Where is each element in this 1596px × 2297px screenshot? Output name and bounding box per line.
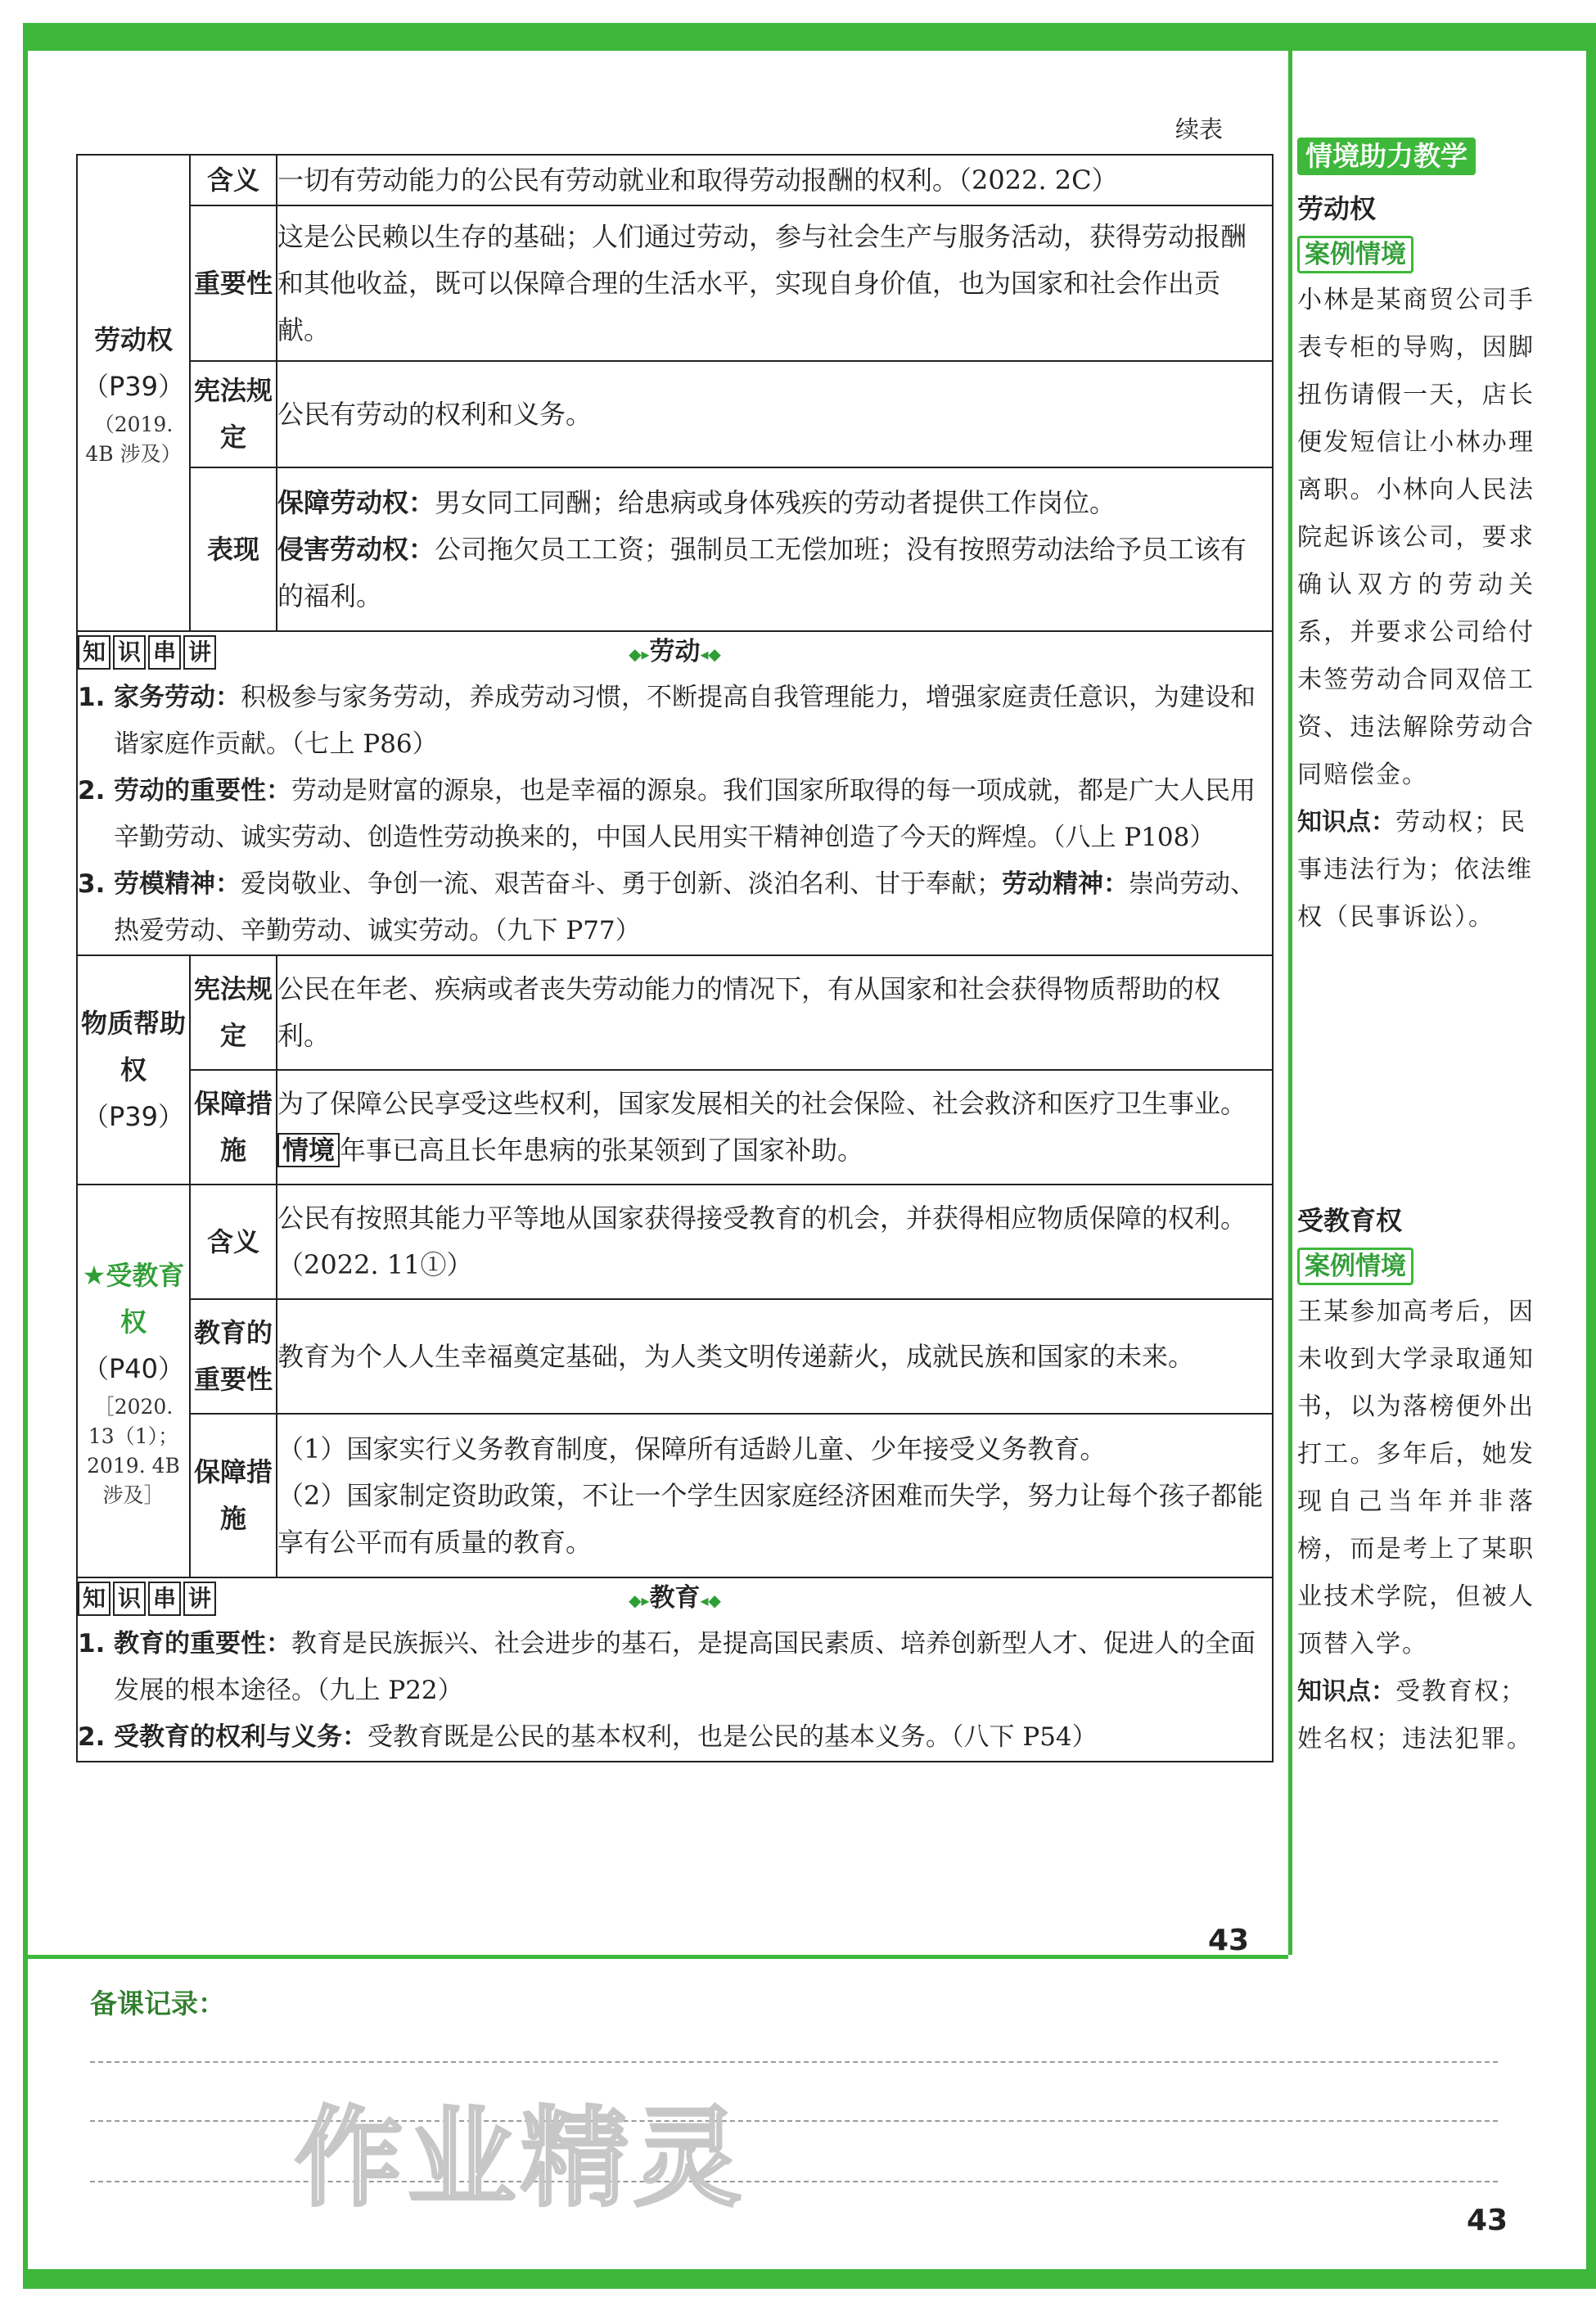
kp-text: 受教育权；姓名权；违法犯罪。 <box>1297 1677 1533 1753</box>
case-tag-education: 案例情境 <box>1297 1248 1413 1285</box>
item-text: 受教育既是公民的基本权利，也是公民的基本义务。（八下 P54） <box>367 1722 1098 1752</box>
star-icon: ★ <box>82 1259 106 1291</box>
labor-importance-row <box>77 205 1273 361</box>
scenario-tag: 情境 <box>277 1133 340 1167</box>
knowledge-section-labor <box>77 631 1273 955</box>
material-help-header <box>77 955 190 1185</box>
protect-labor-label: 保障劳动权： <box>277 486 435 518</box>
side-column <box>1297 138 1535 1763</box>
education-measures-text <box>277 1414 1273 1577</box>
item-label: 劳动的重要性： <box>114 776 291 806</box>
infringe-labor-text: 公司拖欠员工工资；强制员工无偿加班；没有按照劳动法给予员工该有的福利。 <box>277 533 1247 611</box>
knowledge-section-education <box>77 1577 1273 1762</box>
knowledge-tag-char: 讲 <box>183 1582 216 1616</box>
knowledge-point-education <box>1297 1668 1535 1763</box>
item-number: 1. <box>78 683 106 712</box>
labor-manifestation-label: 表现 <box>190 467 277 631</box>
case-tag-labor: 案例情境 <box>1297 236 1413 273</box>
material-constitution-label: 宪法规定 <box>190 955 277 1070</box>
education-importance-row <box>77 1299 1273 1414</box>
knowledge-item <box>78 1714 1272 1761</box>
education-measure-1: （1）国家实行义务教育制度，保障所有适龄儿童、少年接受义务教育。 <box>277 1433 1107 1464</box>
side-education-heading: 受教育权 <box>1297 1205 1403 1236</box>
diamond-icon: ◆▸ <box>629 644 650 664</box>
side-title: 情境助力教学 <box>1297 138 1476 175</box>
item-number: 2. <box>78 1722 106 1752</box>
labor-right-page: （P39） <box>82 371 185 402</box>
education-measure-2: （2）国家制定资助政策，不让一个学生因家庭经济困难而失学，努力让每个孩子都能享有公平而有质量的教育。 <box>277 1479 1264 1558</box>
knowledge-item <box>78 768 1272 861</box>
education-meaning-text: 公民有按照其能力平等地从国家获得接受教育的机会，并获得相应物质保障的权利。（2022. 11①） <box>277 1185 1273 1299</box>
page-number-outer: 43 <box>1467 2204 1508 2237</box>
protect-labor-text: 男女同工同酬；给患病或身体残疾的劳动者提供工作岗位。 <box>435 486 1116 518</box>
item-number: 2. <box>78 776 106 806</box>
notes-label: 备课记录： <box>90 1988 225 2019</box>
knowledge-labor-title: 劳动 <box>649 637 701 666</box>
knowledge-tag-char: 知 <box>78 635 110 670</box>
left-green-bar <box>23 23 28 2289</box>
material-measures-label: 保障措施 <box>190 1070 277 1185</box>
item-label-2: 劳动精神： <box>1002 869 1129 899</box>
right-green-bar <box>1586 23 1596 2289</box>
education-right-page: （P40） <box>82 1352 185 1384</box>
item-label: 家务劳动： <box>114 683 241 712</box>
item-number: 3. <box>78 869 106 899</box>
material-measures-row <box>77 1070 1273 1185</box>
continue-label: 续表 <box>1175 115 1224 143</box>
item-label: 受教育的权利与义务： <box>114 1722 367 1752</box>
knowledge-tag-char: 讲 <box>183 635 216 670</box>
knowledge-item <box>78 861 1272 954</box>
knowledge-tag-char: 串 <box>148 635 181 670</box>
labor-constitution-text: 公民有劳动的权利和义务。 <box>277 361 1273 467</box>
item-text-2: 崇尚劳动、热爱劳动、辛勤劳动、诚实劳动。（九下 P77） <box>114 869 1256 945</box>
education-meaning-label: 含义 <box>190 1185 277 1299</box>
material-constitution-row <box>77 955 1273 1070</box>
education-measures-row <box>77 1414 1273 1577</box>
material-help-page: （P39） <box>82 1100 185 1132</box>
material-measures-content: 为了保障公民享受这些权利，国家发展相关的社会保险、社会救济和医疗卫生事业。 <box>277 1088 1247 1119</box>
item-text: 劳动是财富的源泉，也是幸福的源泉。我们国家所取得的每一项成就，都是广大人民用辛勤劳动、诚实劳动、创造性劳动换来的，中国人民用实干精神创造了今天的辉煌。（八上 P108） <box>114 776 1256 852</box>
knowledge-education-cell <box>77 1577 1273 1762</box>
education-meaning-row <box>77 1185 1273 1299</box>
kp-text: 劳动权；民事违法行为；依法维权（民事诉讼）。 <box>1297 808 1533 932</box>
knowledge-item <box>78 675 1272 768</box>
notes-line <box>90 2061 1498 2063</box>
education-importance-text: 教育为个人人生幸福奠定基础，为人类文明传递薪火，成就民族和国家的未来。 <box>277 1299 1273 1414</box>
material-measures-text <box>277 1070 1273 1185</box>
knowledge-tag-char: 串 <box>148 1582 181 1616</box>
knowledge-education-title: 教育 <box>649 1583 701 1613</box>
labor-constitution-label: 宪法规定 <box>190 361 277 467</box>
page-number-inner: 43 <box>1208 1924 1250 1957</box>
case-text-education: 王某参加高考后，因未收到大学录取通知书，以为落榜便外出打工。多年后，她发现自己当年并非落榜，而是考上了某职业技术学院，但被人顶替入学。 <box>1297 1297 1535 1658</box>
labor-constitution-row <box>77 361 1273 467</box>
labor-manifestation-text <box>277 467 1273 631</box>
labor-right-label: 劳动权 <box>93 324 173 355</box>
bottom-green-bar <box>23 2269 1596 2289</box>
labor-right-header <box>77 155 190 631</box>
knowledge-tag <box>78 1582 219 1616</box>
knowledge-point-labor <box>1297 799 1535 941</box>
item-label: 教育的重要性： <box>114 1629 291 1658</box>
sidebar-divider <box>1288 51 1292 1955</box>
kp-label: 知识点： <box>1297 808 1395 837</box>
knowledge-tag-char: 识 <box>113 1582 146 1616</box>
labor-meaning-text: 一切有劳动能力的公民有劳动就业和取得劳动报酬的权利。（2022. 2C） <box>277 155 1273 205</box>
labor-right-cite: （2019. 4B 涉及） <box>85 413 182 466</box>
knowledge-item <box>78 1621 1272 1714</box>
education-right-header <box>77 1185 190 1577</box>
scenario-text: 年事已高且长年患病的张某领到了国家补助。 <box>340 1135 864 1166</box>
item-text: 爱岗敬业、争创一流、艰苦奋斗、勇于创新、淡泊名利、甘于奉献； <box>241 869 1002 899</box>
labor-importance-text: 这是公民赖以生存的基础；人们通过劳动，参与社会生产与服务活动，获得劳动报酬和其他收益，既可以保障合理的生活水平，实现自身价值，也为国家和社会作出贡献。 <box>277 205 1273 361</box>
case-text-labor: 小林是某商贸公司手表专柜的导购，因脚扭伤请假一天，店长便发短信让小林办理离职。小林向人民法院起诉该公司，要求确认双方的劳动关系，并要求公司给付未签劳动合同双倍工资、违法解除劳动合同赔偿金。 <box>1297 286 1535 789</box>
item-text: 积极参与家务劳动，养成劳动习惯，不断提高自我管理能力，增强家庭责任意识，为建设和谐家庭作贡献。（七上 P86） <box>114 683 1256 759</box>
side-labor-heading: 劳动权 <box>1297 193 1377 224</box>
education-importance-label: 教育的重要性 <box>190 1299 277 1414</box>
material-help-label: 物质帮助权 <box>80 1007 186 1085</box>
item-number: 1. <box>78 1629 106 1658</box>
notes-divider <box>23 1955 1288 1959</box>
watermark: 作业精灵 <box>295 2096 746 2222</box>
knowledge-tag <box>78 635 219 670</box>
labor-manifestation-row <box>77 467 1273 631</box>
labor-meaning-row <box>77 155 1273 205</box>
diamond-icon: ◆▸ <box>629 1591 650 1610</box>
rights-table <box>76 154 1274 1762</box>
labor-meaning-label: 含义 <box>190 155 277 205</box>
labor-importance-label: 重要性 <box>190 205 277 361</box>
top-green-bar <box>23 23 1596 51</box>
diamond-icon: ◂◆ <box>700 1591 721 1610</box>
knowledge-labor-cell <box>77 631 1273 955</box>
education-right-cite: ［2020. 13（1）；2019. 4B 涉及］ <box>87 1394 180 1507</box>
item-label: 劳模精神： <box>114 869 241 899</box>
diamond-icon: ◂◆ <box>700 644 721 664</box>
kp-label: 知识点： <box>1297 1677 1395 1706</box>
knowledge-tag-char: 知 <box>78 1582 110 1616</box>
education-right-label: 受教育权 <box>106 1259 185 1338</box>
material-constitution-text: 公民在年老、疾病或者丧失劳动能力的情况下，有从国家和社会获得物质帮助的权利。 <box>277 955 1273 1070</box>
item-text: 教育是民族振兴、社会进步的基石，是提高国民素质、培养创新型人才、促进人的全面发展的根本途径。（九上 P22） <box>114 1629 1256 1705</box>
infringe-labor-label: 侵害劳动权： <box>277 533 435 565</box>
knowledge-tag-char: 识 <box>113 635 146 670</box>
education-measures-label: 保障措施 <box>190 1414 277 1577</box>
